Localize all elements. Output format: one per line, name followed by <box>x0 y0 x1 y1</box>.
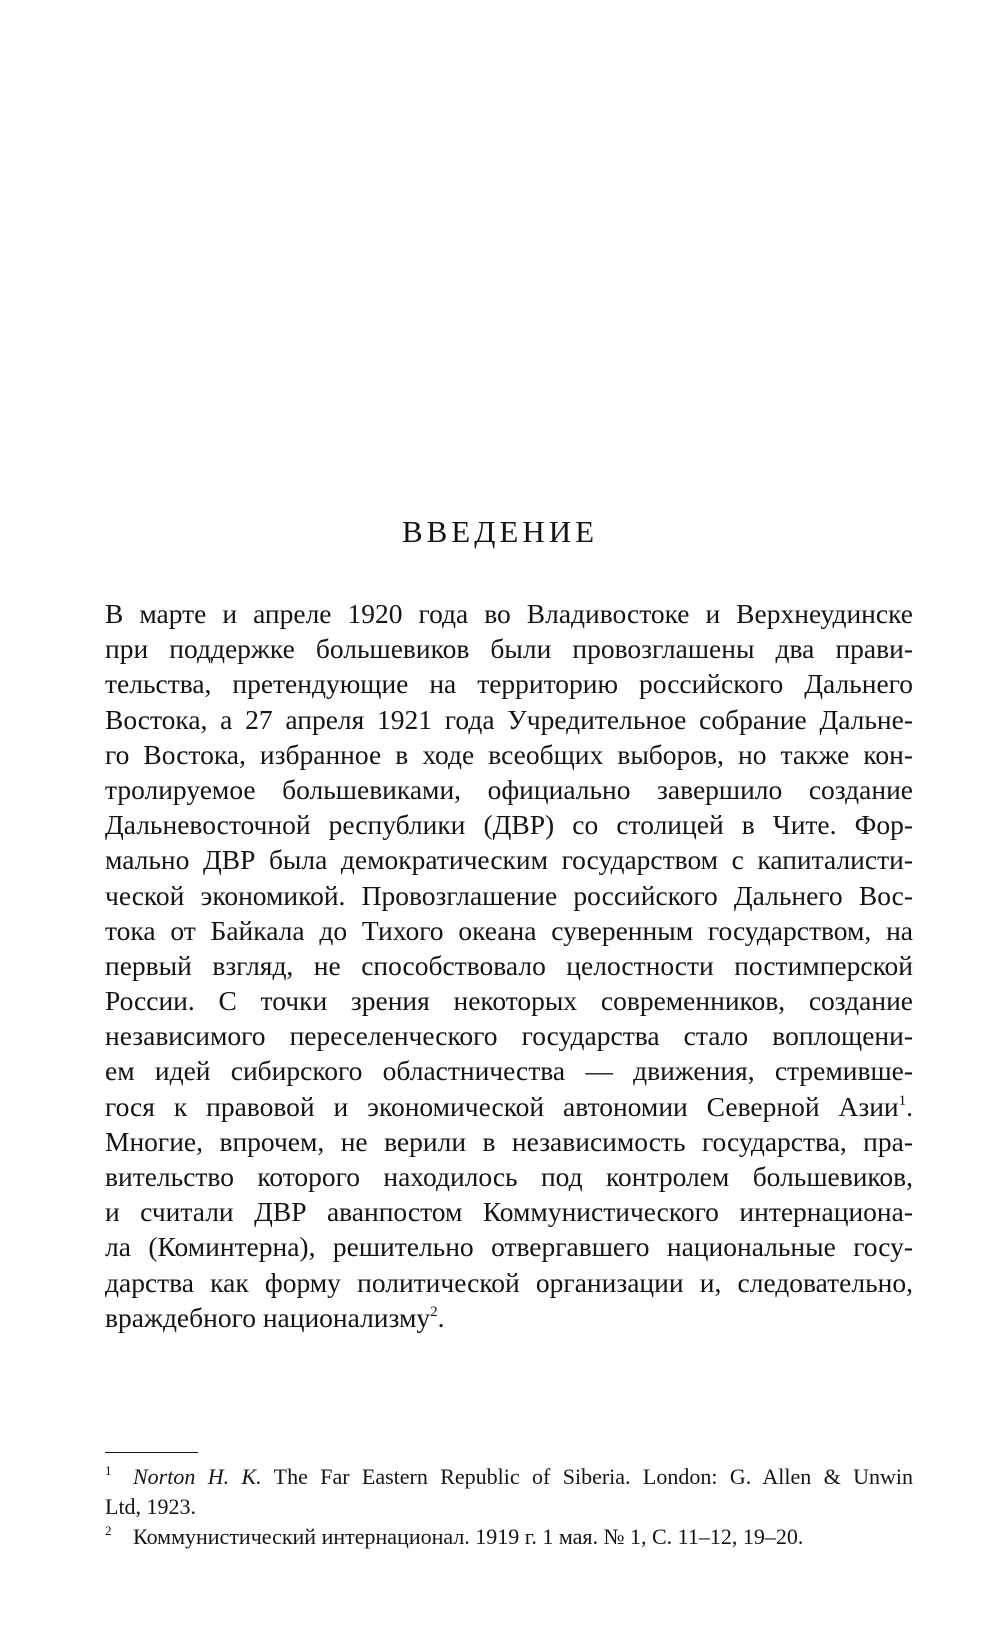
body-line: тролируемое большевиками, официально завершило создание <box>105 773 913 805</box>
footnote-1 <box>105 1462 913 1522</box>
chapter-title: ВВЕДЕНИЕ <box>401 514 599 549</box>
footnotes <box>105 1462 913 1552</box>
footnote-line: Ltd, 1923. <box>105 1494 197 1519</box>
footnote-line: 2 Коммунистический интернационал. 1919 г. 1 мая. № 1, С. 11–12, 19–20. <box>105 1523 804 1549</box>
body-line: России. С точки зрения некоторых современников, создание <box>105 985 913 1017</box>
body-line: Дальневосточной республики (ДВР) со столицей в Чите. Фор- <box>105 809 913 841</box>
footnote-author: Norton H. K. <box>133 1464 262 1489</box>
body-line: дарства как форму политической организации и, следовательно, <box>105 1266 913 1298</box>
body-line-with-footnote-ref <box>105 1089 913 1124</box>
body-paragraph <box>105 596 913 1335</box>
body-line: независимого переселенческого государства стало воплощени- <box>105 1020 913 1052</box>
footnote-ref-2[interactable]: 2 <box>430 1303 438 1320</box>
body-line-with-footnote-ref <box>105 1300 913 1335</box>
punctuation: . <box>437 1301 445 1333</box>
body-line: вительство которого находилось под контролем большевиков, <box>105 1161 913 1192</box>
footnote-divider <box>105 1452 198 1453</box>
body-line: первый взгляд, не способствовало целостности постимперской <box>105 949 913 981</box>
body-line: тока от Байкала до Тихого океана суверенным государством, на <box>105 914 913 946</box>
footnote-text: Коммунистический интернационал. 1919 г. 1 мая. № 1, С. 11–12, 19–20. <box>133 1524 804 1549</box>
body-line-text: враждебного национализму <box>105 1301 431 1333</box>
body-line: ла (Коминтерна), решительно отвергавшего национальные госу- <box>105 1231 913 1263</box>
body-line: и считали ДВР аванпостом Коммунистического интернациона- <box>105 1196 913 1228</box>
body-line: при поддержке большевиков были провозглашены два прави- <box>105 633 913 665</box>
footnote-ref-1[interactable]: 1 <box>898 1092 907 1109</box>
punctuation: . <box>906 1090 913 1122</box>
body-line: ем идей сибирского областничества — движения, стремивше- <box>105 1055 913 1087</box>
footnote-text: The Far Eastern Republic of Siberia. London: G. Allen & Unwin <box>273 1464 913 1489</box>
body-line-text: гося к правовой и экономической автономии Северной Азии <box>105 1090 899 1122</box>
footnote-line: 1 Norton H. K. The Far Eastern Republic of Siberia. London: G. Allen & Unwin <box>105 1463 913 1489</box>
body-line: ческой экономикой. Провозглашение российского Дальнего Вос- <box>105 879 913 911</box>
body-line: мально ДВР была демократическим государством с капиталисти- <box>105 844 913 876</box>
body-line: тельства, претендующие на территорию российского Дальнего <box>105 668 913 700</box>
body-line: Востока, а 27 апреля 1921 года Учредительное собрание Дальне- <box>105 703 913 735</box>
body-line: Многие, впрочем, не верили в независимость государства, пра- <box>105 1125 913 1157</box>
body-line: В марте и апреле 1920 года во Владивостоке и Верхнеудинске <box>105 598 913 629</box>
body-line: го Востока, избранное в ходе всеобщих выборов, но также кон- <box>105 738 913 770</box>
footnote-2 <box>105 1522 913 1552</box>
